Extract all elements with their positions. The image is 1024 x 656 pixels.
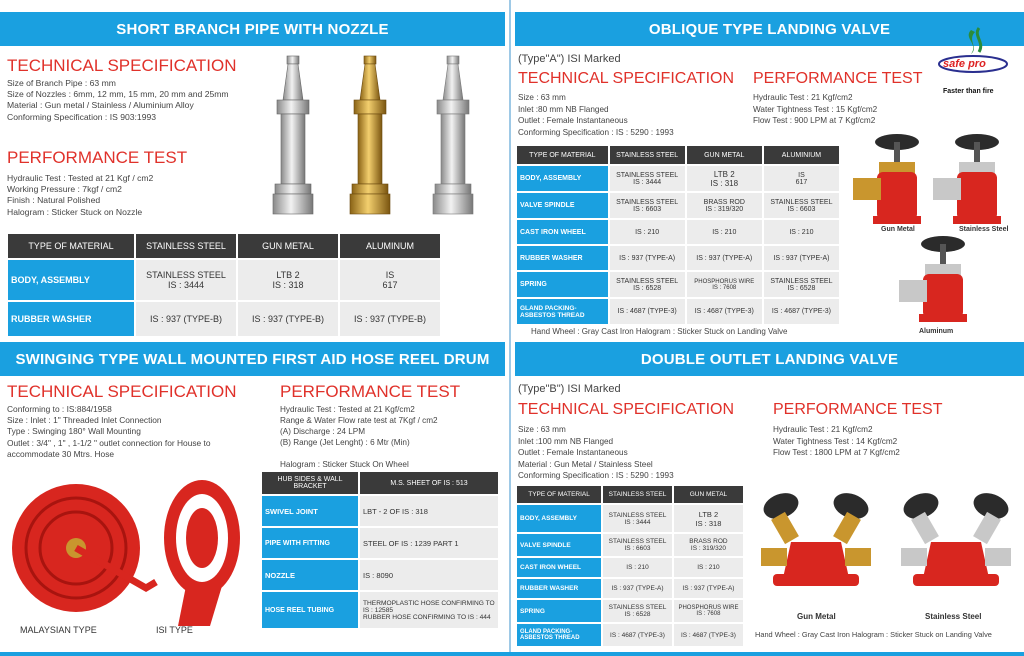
row-label: BODY, ASSEMBLY [517,166,608,191]
cell: LTB 2 [276,270,300,280]
table-row [8,260,440,300]
perf-line: Hydraulic Test : Tested at 21 Kgf / cm2 [7,173,154,183]
cell: IS : 319/320 [705,205,744,213]
cell: IS : 7608 [696,611,721,617]
spec-line: Size : Inlet : 1" Threaded Inlet Connection [7,415,162,426]
malaysian-reel [12,484,156,612]
row-label: BODY, ASSEMBLY [8,260,134,300]
th-ss: STAINLESS STEEL [136,234,236,258]
type-line: (Type"A") ISI Marked [518,53,621,65]
cell: IS : 937 (TYPE-A) [764,246,839,270]
cell: IS : 6603 [633,205,662,213]
material-table [515,144,841,326]
table-row [517,166,839,191]
cell: IS : 7608 [712,284,737,291]
table-row [517,558,743,577]
perf-line: Water Tightness Test : 15 Kgf/cm2 [753,104,878,114]
cell: 617 [795,178,808,186]
cell: STAINLESS STEEL [608,604,667,611]
row-label: HOSE REEL TUBING [262,592,358,628]
footer-note: Hand Wheel : Gray Cast Iron Halogram : Sticker Stuck on Landing Valve [531,327,788,336]
cell: IS : 937 (TYPE-B) [136,302,236,336]
table-row [8,302,440,336]
cell: IS : 4687 (TYPE-3) [674,624,743,646]
tech-spec-title: TECHNICAL SPECIFICATION [7,56,237,75]
cell: IS : 4687 (TYPE-3) [764,299,839,324]
hose-reel-drum-section [0,342,505,656]
cell: IS : 6603 [624,545,651,552]
cell: IS : 937 (TYPE-A) [603,579,672,598]
caption-stainless: Stainless Steel [959,226,1009,233]
vertical-divider [509,0,511,656]
perf-test-title: PERFORMANCE TEST [7,148,188,167]
section-header: OBLIQUE TYPE LANDING VALVE [515,12,1024,46]
footer-note: Hand Wheel : Gray Cast Iron Halogram : Sticker Stuck on Landing Valve [755,630,992,639]
cell: IS : 937 (TYPE-A) [687,246,762,270]
cell: IS : 3444 [633,178,662,186]
caption-aluminum: Aluminum [919,328,954,335]
cell: IS [798,171,805,179]
th-gm: GUN METAL [238,234,338,258]
row-label: GLAND PACKING- ASBESTOS THREAD [517,624,601,646]
spec-line: Inlet :100 mm NB Flanged [518,436,614,446]
perf-test-title: PERFORMANCE TEST [773,401,943,418]
spec-line: Outlet : Female Instantaneous [518,116,628,125]
cell: STEEL OF IS : 1239 PART 1 [360,528,498,558]
table-row [517,505,743,532]
perf-line: Hydraulic Test : Tested at 21 Kgf/cm2 [280,405,415,414]
spec-line: Type : Swinging 180° Wall Mounting [7,426,141,437]
caption-gun-metal: Gun Metal [881,226,915,233]
perf-line: (A) Discharge : 24 LPM [280,427,366,436]
spec-line: Size of Nozzles : 6mm, 12 mm, 15 mm, 20 mm and 25mm [7,89,229,100]
cell: PHOSPHORUS WIRE [678,605,739,611]
gunmetal-double-valve [760,489,872,586]
spec-line: Material : Gun Metal / Stainless Steel [518,459,653,469]
table-row [517,534,743,556]
tech-spec-list [7,78,229,123]
cell: IS : 6603 [787,205,816,213]
cell: BRASS ROD [703,198,745,206]
perf-line [280,448,438,459]
perf-test-title: PERFORMANCE TEST [280,382,461,401]
table-row [517,246,839,270]
type-line: (Type"B") ISI Marked [518,383,621,395]
table-row [517,299,839,324]
spec-line: Size : 63 mm [518,93,566,102]
spec-line: Outlet : 3/4" , 1" , 1-1/2 " outlet connection for House to [7,437,211,448]
table-row [517,272,839,297]
perf-line: Water Tightness Test : 14 Kgf/cm2 [773,436,898,446]
gunmetal-valve [853,134,921,224]
cell: IS : 4687 (TYPE-3) [687,299,762,324]
table-row [262,496,498,526]
cell: IS : 6528 [624,611,651,618]
cell: 617 [382,280,398,290]
row-label: RUBBER WASHER [517,579,601,598]
section-header: DOUBLE OUTLET LANDING VALVE [515,342,1024,376]
cell: STAINLESS STEEL [770,198,833,206]
perf-test-list [280,404,438,470]
spec-line: Conforming Specification : IS : 5290 : 1993 [518,127,674,137]
aluminium-valve [899,236,967,322]
cell: IS : 210 [687,220,762,244]
spec-line: Size of Branch Pipe : 63 mm [7,78,116,88]
table-row [517,579,743,598]
tech-spec-title: TECHNICAL SPECIFICATION [7,382,237,401]
section-header: SHORT BRANCH PIPE WITH NOZZLE [0,12,505,46]
cell: PHOSPHORUS WIRE [694,278,755,285]
row-label: SWIVEL JOINT [262,496,358,526]
spec-line: Size : 63 mm [518,425,566,434]
perf-line: (B) Range (Jet Lenght) : 6 Mtr (Min) [280,438,410,447]
perf-line: Hydraulic Test : 21 Kgf/cm2 [753,93,853,102]
material-table [260,470,500,630]
row-label: GLAND PACKING- ASBESTOS THREAD [517,299,608,324]
cell: IS : 318 [272,280,304,290]
cell: THERMOPLASTIC HOSE CONFIRMING TO IS : 12585 [363,599,495,614]
spec-line: Outlet : Female Instantaneous [518,448,628,457]
section-header: SWINGING TYPE WALL MOUNTED FIRST AID HOSE REEL DRUM [0,342,505,376]
table-row [517,600,743,622]
perf-line: Flow Test : 900 LPM at 7 Kgf/cm2 [753,116,876,125]
perf-line: Halogram : Sticker Stuck on Nozzle [7,206,143,217]
cell: STAINLESS STEEL [770,277,833,285]
perf-test-list [773,424,900,459]
bottom-accent-bar [0,652,1024,656]
caption-gun-metal: Gun Metal [797,612,836,621]
material-table [6,232,442,338]
cell: STAINLESS STEEL [146,270,226,280]
row-label: PIPE WITH FITTING [262,528,358,558]
tech-spec-list [7,404,211,460]
th-sheet: M.S. SHEET OF IS : 513 [360,472,498,494]
table-row [262,528,498,558]
cell: RUBBER HOSE CONFIRMING TO IS : 444 [363,613,491,621]
perf-test-list [753,92,877,127]
aluminium-nozzle [433,56,473,214]
spec-line: Conforming Specification : IS : 5290 : 1993 [518,471,674,480]
cell: IS : 210 [764,220,839,244]
th-ss: STAINLESS STEEL [603,486,672,503]
safe-pro-logo [933,24,1013,104]
cell: IS : 937 (TYPE-A) [674,579,743,598]
row-label: RUBBER WASHER [8,302,134,336]
table-row [517,220,839,244]
short-branch-pipe-section [0,0,505,340]
th-gm: GUN METAL [674,486,743,503]
th-al: ALUMINUM [340,234,440,258]
perf-line: Working Pressure : 7kgf / cm2 [7,184,122,195]
table-row [262,560,498,590]
cell: IS : 210 [674,558,743,577]
cell: LTB 2 [713,169,735,179]
cell: IS : 210 [610,220,685,244]
oblique-landing-valve-section [515,0,1024,340]
row-label: RUBBER WASHER [517,246,608,270]
cell: IS [385,270,395,280]
perf-line: Finish : Natural Polished [7,195,101,206]
stainless-valve [933,134,1001,224]
stainless-double-valve [900,489,1012,586]
double-outlet-valves-image [751,482,1021,612]
perf-test-list [7,173,153,218]
perf-line: Hydraulic Test : 21 Kgf/cm2 [773,425,873,434]
caption-malaysian: MALAYSIAN TYPE [20,625,97,635]
row-label: VALVE SPINDLE [517,193,608,218]
cell: STAINLESS STEEL [608,511,667,519]
cell: IS : 4687 (TYPE-3) [610,299,685,324]
th-material: TYPE OF MATERIAL [517,146,608,164]
isi-reel [164,480,240,626]
spec-line: accommodate 30 Mtrs. Hose [7,448,115,459]
branch-pipe-nozzles-image [255,54,495,222]
double-outlet-valve-section [515,342,1024,656]
hose-reel-image [6,476,256,632]
cell: IS : 3444 [624,518,651,526]
cell: IS : 3444 [167,280,205,290]
tech-spec-title: TECHNICAL SPECIFICATION [518,401,735,418]
cell: BRASS ROD [689,538,728,545]
th-material: TYPE OF MATERIAL [8,234,134,258]
cell: IS : 4687 (TYPE-3) [603,624,672,646]
perf-line: Flow Test : 1800 LPM at 7 Kgf/cm2 [773,448,900,457]
th-material: TYPE OF MATERIAL [517,486,601,503]
spec-line: Material : Gun metal / Stainless / Aluminium Alloy [7,100,194,111]
cell: IS : 6528 [633,284,662,292]
cell: STAINLESS STEEL [616,198,679,206]
row-label: BODY, ASSEMBLY [517,505,601,532]
gunmetal-nozzle [350,56,390,214]
spec-line: Conforming Specification : IS 903:1993 [7,111,157,122]
cell: IS : 319/320 [690,545,726,552]
row-label: SPRING [517,600,601,622]
cell: LBT - 2 OF IS : 318 [360,496,498,526]
tech-spec-title: TECHNICAL SPECIFICATION [518,70,735,87]
cell: IS : 318 [710,178,739,188]
table-row [517,193,839,218]
cell: IS : 210 [603,558,672,577]
spec-line: Inlet :80 mm NB Flanged [518,104,609,114]
tech-spec-list [518,92,674,138]
cell: IS : 8090 [360,560,498,590]
cell: STAINLESS STEEL [608,538,667,545]
th-hub: HUB SIDES & WALL BRACKET [262,472,358,494]
perf-line: Range & Water Flow rate test at 7Kgf / cm2 [280,416,438,425]
cell: IS : 937 (TYPE-B) [340,302,440,336]
row-label: CAST IRON WHEEL [517,220,608,244]
row-label: CAST IRON WHEEL [517,558,601,577]
th-al: ALUMINIUM [764,146,839,164]
cell: IS : 937 (TYPE-B) [238,302,338,336]
row-label: NOZZLE [262,560,358,590]
table-row [262,592,498,628]
cell: IS : 937 (TYPE-A) [610,246,685,270]
cell: STAINLESS STEEL [616,171,679,179]
th-gm: GUN METAL [687,146,762,164]
table-row [517,624,743,646]
perf-line: Halogram : Sticker Stuck On Wheel [280,460,409,469]
tech-spec-list [518,424,674,482]
cell: STAINLESS STEEL [616,277,679,285]
perf-test-title: PERFORMANCE TEST [753,70,923,87]
logo-text: safe pro [943,58,986,70]
caption-isi: ISI TYPE [156,625,193,635]
row-label: VALVE SPINDLE [517,534,601,556]
cell: IS : 6528 [787,284,816,292]
cell: LTB 2 [698,509,719,519]
caption-stainless: Stainless Steel [925,612,982,621]
logo-tagline: Faster than fire [943,88,994,95]
th-ss: STAINLESS STEEL [610,146,685,164]
stainless-nozzle [273,56,313,214]
cell: IS : 318 [695,518,722,528]
spec-line: Conforming to : IS:884/1958 [7,404,112,414]
material-table [515,484,745,648]
row-label: SPRING [517,272,608,297]
